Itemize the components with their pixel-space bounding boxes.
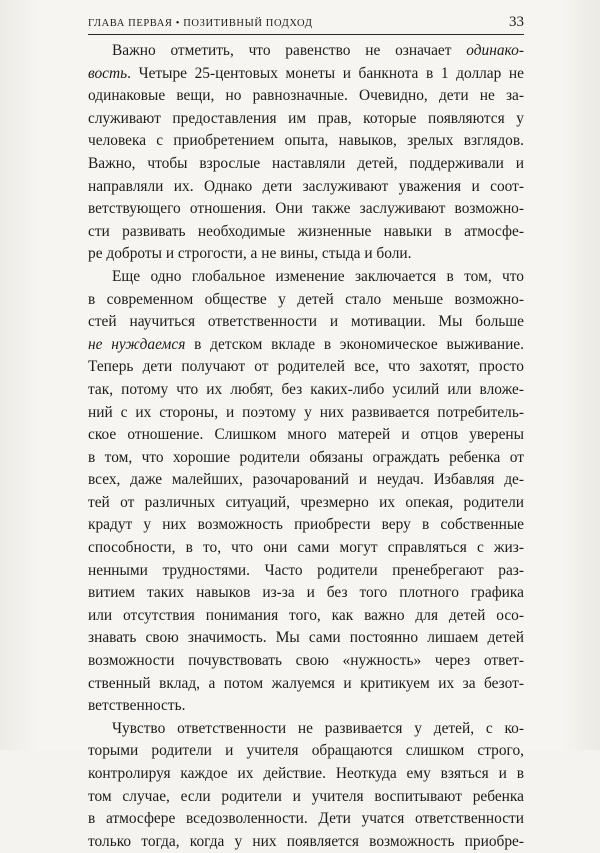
text-run: знавать свою значимость. Мы сами постоянно лишаем детей — [88, 629, 524, 647]
text-run: том случае, если родители и учителя воспитывают ребенка — [88, 787, 524, 805]
paragraph — [88, 40, 524, 266]
paragraph — [88, 266, 524, 718]
header-rule — [88, 34, 524, 35]
text-line — [88, 605, 524, 628]
text-run: ское отношение. Слишком много матерей и отцов уверены — [88, 426, 524, 444]
text-run: Важно отметить, что равенство не означает — [112, 42, 467, 59]
text-line — [88, 808, 524, 831]
page-number: 33 — [509, 14, 524, 30]
text-line — [88, 695, 524, 718]
text-line — [88, 447, 524, 470]
text-run: Чувство ответственности не развивается у детей, с ко- — [112, 719, 524, 737]
italic-text: одинако- — [466, 42, 524, 59]
italic-text: вость — [88, 64, 128, 82]
text-line — [88, 311, 524, 334]
text-run: ре доброты и строгости, а не вины, стыда и боли. — [88, 245, 412, 263]
text-run: всех, даже малейших, разочарований и неудач. Избавляя де- — [88, 471, 524, 489]
text-line — [88, 108, 524, 131]
text-line — [88, 718, 524, 741]
text-run: тей от различных ситуаций, чрезмерно их опекая, родители — [88, 493, 524, 511]
text-line — [88, 627, 524, 650]
text-line — [88, 176, 524, 199]
text-run: или отсутствия понимания того, как важно для детей осо- — [88, 606, 524, 624]
text-run: служивают предоставления им прав, которые появляются у — [88, 109, 524, 127]
text-line — [88, 402, 524, 425]
text-line — [88, 334, 524, 357]
text-line — [88, 740, 524, 763]
text-run: ний с их стороны, и поэтому у них развивается потребитель- — [88, 403, 524, 421]
text-run: только тогда, когда у них появляется возможность приобре- — [88, 832, 524, 850]
text-line — [88, 831, 524, 853]
text-line — [88, 650, 524, 673]
text-run: в том, что хорошие родители обязаны ограждать ребенка от — [88, 448, 524, 466]
chapter-title: ГЛАВА ПЕРВАЯ • ПОЗИТИВНЫЙ ПОДХОД — [88, 18, 313, 29]
text-line — [88, 379, 524, 402]
text-run: стей научиться ответственности и мотивации. Мы больше — [88, 313, 524, 331]
text-line — [88, 221, 524, 244]
text-run: в атмосфере вседозволенности. Дети учатся ответственности — [88, 810, 524, 828]
text-run: в детском вкладе в экономическое выживание. — [185, 335, 524, 353]
text-line — [88, 514, 524, 537]
text-line — [88, 673, 524, 696]
text-run: ветствующего отношения. Они также заслуживают возможно- — [88, 200, 524, 218]
text-line — [88, 582, 524, 605]
text-line — [88, 424, 524, 447]
text-run: крадут у них возможность приобрести веру в собственные — [88, 516, 524, 534]
text-line — [88, 537, 524, 560]
text-line — [88, 130, 524, 153]
text-line — [88, 266, 524, 289]
text-line — [88, 243, 524, 266]
text-line — [88, 85, 524, 108]
italic-text: не нуждаемся — [88, 335, 186, 353]
text-line — [88, 63, 524, 86]
text-run: направляли их. Однако дети заслуживают уважения и соот- — [88, 177, 524, 195]
text-run: контролируя каждое их действие. Неоткуда ему взяться и в — [88, 765, 524, 782]
text-line — [88, 356, 524, 379]
text-run: Еще одно глобальное изменение заключается в том, что — [112, 267, 524, 285]
text-run: Теперь дети получают от родителей все, что захотят, просто — [88, 358, 524, 376]
text-run: ненными трудностями. Часто родители пренебрегают раз- — [88, 561, 524, 579]
text-line — [88, 469, 524, 492]
text-line — [88, 763, 524, 786]
text-run: человека с приобретением опыта, навыков, зрелых взглядов. — [88, 132, 524, 150]
text-run: в современном обществе у детей стало меньше возможно- — [88, 290, 524, 308]
text-run: одинаковые вещи, но равнозначные. Очевидно, дети не за- — [88, 87, 524, 105]
text-run: сти развивать необходимые жизненные навыки в атмосфе- — [88, 222, 524, 240]
text-run: Важно, чтобы взрослые наставляли детей, поддерживали и — [88, 154, 524, 172]
text-run: способности, в то, что они сами могут справляться с жиз- — [88, 539, 524, 557]
text-run: . Четыре 25-центовых монеты и банкнота в 1 доллар не — [127, 64, 524, 82]
text-line — [88, 786, 524, 809]
text-line — [88, 289, 524, 312]
text-line — [88, 153, 524, 176]
text-line — [88, 492, 524, 515]
text-run: так, потому что их любят, без каких-либо усилий или вложе- — [88, 380, 524, 398]
text-run: ветственность. — [88, 697, 186, 715]
running-header — [88, 12, 524, 34]
text-line — [88, 198, 524, 221]
text-run: возможности почувствовать свою «нужность» через ответ- — [88, 652, 524, 670]
text-run: ственный вклад, а потом жалуемся и критикуем их за безот- — [88, 674, 524, 692]
paragraph — [88, 718, 524, 853]
text-run: торыми родители и учителя обращаются слишком строго, — [88, 742, 524, 760]
text-run: витием таких навыков из-за и без того плотного графика — [88, 584, 524, 602]
text-line — [88, 40, 524, 63]
text-line — [88, 560, 524, 583]
body-text — [88, 40, 524, 853]
